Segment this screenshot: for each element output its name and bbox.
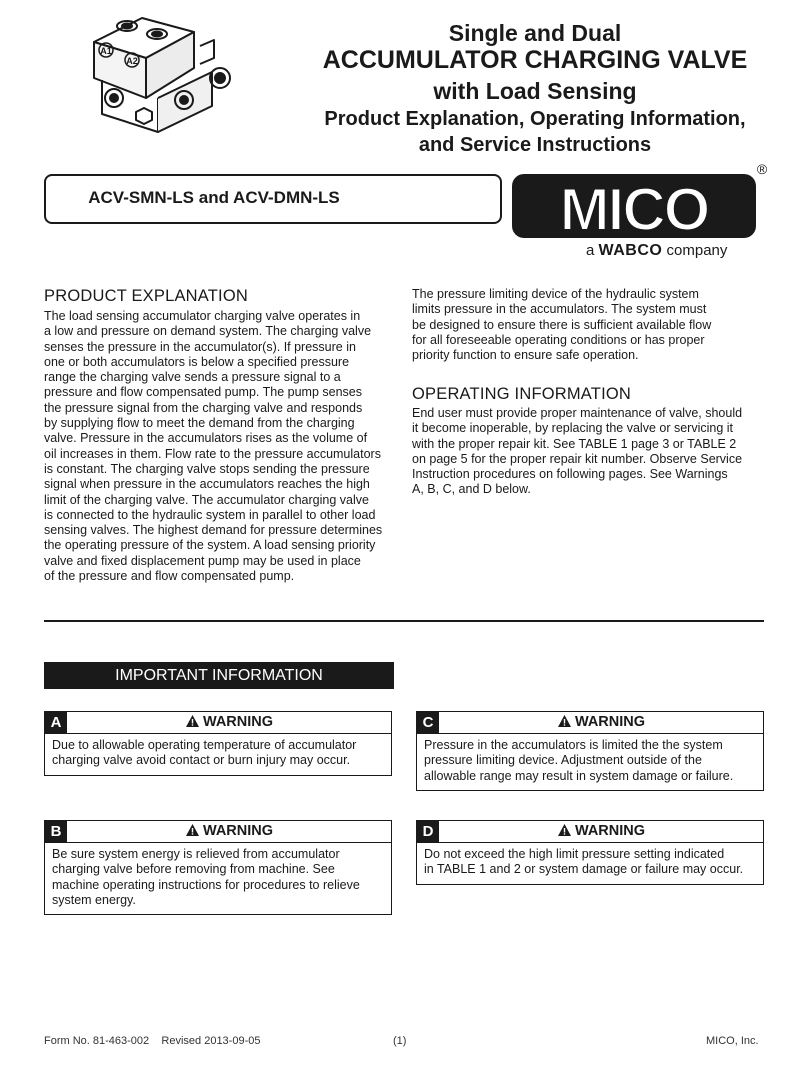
text-line: sensing valves. The highest demand for pressure determines — [44, 523, 383, 538]
warning-header — [417, 821, 763, 843]
warning-header — [45, 712, 391, 734]
warning-title — [439, 712, 763, 733]
form-number: Form No. 81-463-002 — [44, 1035, 150, 1047]
warning-box-c — [416, 711, 764, 791]
text-line: is constant. The charging valve stops sending the pressure — [44, 461, 370, 476]
text-line: of the pressure and flow compensated pump. — [44, 569, 295, 584]
text-line: on page 5 for the proper repair kit number. Observe Service — [412, 451, 743, 466]
tagline-prefix: a — [586, 242, 595, 259]
warning-letter: D — [417, 821, 439, 842]
text-line: senses the pressure in the accumulator(s). If pressure in — [44, 339, 356, 354]
title-line-1: Single and Dual — [448, 20, 622, 46]
important-information-banner: IMPORTANT INFORMATION — [44, 662, 394, 689]
mico-logo-text: MICO — [559, 176, 709, 242]
text-line: for all foreseeable operating conditions or has proper — [412, 332, 705, 347]
text-line: limit of the charging valve. The accumulator charging valve — [44, 492, 369, 507]
text-line: priority function to ensure safe operation. — [412, 348, 639, 363]
title-line-2: ACCUMULATOR CHARGING VALVE — [322, 46, 748, 74]
registered-mark: ® — [756, 162, 768, 177]
text-line: The load sensing accumulator charging valve operates in — [44, 309, 361, 323]
text-line: be designed to ensure there is sufficient available flow — [412, 317, 712, 332]
text-line: charging valve before removing from machine. See — [52, 862, 335, 877]
text-line: it become inoperable, by replacing the valve or servicing it — [412, 421, 734, 436]
footer-company: MICO, Inc. — [706, 1035, 759, 1047]
warning-triangle-icon — [557, 714, 572, 728]
text-line: allowable range may result in system damage or failure. — [424, 768, 734, 783]
warning-title-text: WARNING — [202, 823, 274, 839]
wabco-brand: WABCO — [598, 242, 663, 259]
text-line: with the proper repair kit. See TABLE 1 page 3 or TABLE 2 — [412, 436, 737, 451]
text-line: one or both accumulators is below a specified pressure — [44, 354, 350, 369]
text-line: range the charging valve sends a pressure signal to a — [44, 370, 341, 385]
text-line: pressure and flow compensated pump. The pump senses — [44, 385, 363, 400]
warning-box-a — [44, 711, 392, 776]
pressure-limiting-body — [412, 287, 768, 363]
mico-logo — [508, 162, 770, 242]
text-line: signal when pressure in the accumulators reaches the high — [44, 477, 370, 492]
section-divider — [44, 620, 764, 622]
title-line-5: and Service Instructions — [418, 134, 652, 156]
warning-body — [45, 734, 391, 775]
text-line: the operating pressure of the system. A load sensing priority — [44, 538, 376, 553]
warning-box-d — [416, 820, 764, 885]
warning-body — [417, 843, 763, 884]
text-line: End user must provide proper maintenance of valve, should — [412, 406, 743, 420]
text-line: a low and pressure on demand system. The charging valve — [44, 324, 372, 339]
warning-header — [45, 821, 391, 843]
model-numbers: ACV-SMN-LS and ACV-DMN-LS — [88, 188, 340, 207]
warning-header — [417, 712, 763, 734]
text-line: Do not exceed the high limit pressure setting indicated — [424, 847, 725, 861]
valve-illustration — [72, 10, 242, 135]
footer-form-number — [44, 1035, 260, 1047]
warning-triangle-icon — [185, 823, 200, 837]
text-line: oil increases in them. Flow rate to the pressure accumulators — [44, 446, 381, 461]
operating-information-heading: OPERATING INFORMATION — [412, 385, 632, 403]
warning-body — [417, 734, 763, 790]
port-label-a1: A1 — [100, 46, 112, 56]
warning-body — [45, 843, 391, 914]
text-line: valve and fixed displacement pump may be used in place — [44, 553, 361, 568]
text-line: The pressure limiting device of the hydraulic system — [412, 287, 699, 301]
text-line: the pressure signal from the charging valve and responds — [44, 400, 363, 415]
text-line: by supplying flow to meet the demand from the charging — [44, 416, 355, 431]
text-line: limits pressure in the accumulators. The system must — [412, 302, 707, 317]
text-line: charging valve avoid contact or burn injury may occur. — [52, 753, 351, 768]
text-line: A, B, C, and D below. — [412, 482, 531, 497]
warning-triangle-icon — [557, 823, 572, 837]
title-line-4: Product Explanation, Operating Information, — [324, 108, 746, 130]
wabco-tagline — [586, 242, 727, 260]
revised-date: Revised 2013-09-05 — [161, 1035, 261, 1047]
text-line: system energy. — [52, 892, 136, 907]
text-line: Pressure in the accumulators is limited the the system — [424, 738, 723, 752]
warning-title — [67, 712, 391, 733]
text-line: Instruction procedures on following pages. See Warnings — [412, 467, 728, 482]
page-number: (1) — [393, 1035, 407, 1047]
title-line-3: with Load Sensing — [433, 78, 637, 104]
product-explanation-heading: PRODUCT EXPLANATION — [44, 287, 248, 305]
text-line: in TABLE 1 and 2 or system damage or failure may occur. — [424, 862, 744, 877]
operating-information-body — [412, 406, 768, 498]
warning-title — [67, 821, 391, 842]
warning-title — [439, 821, 763, 842]
text-line: pressure limiting device. Adjustment outside of the — [424, 753, 702, 768]
warning-title-text: WARNING — [574, 714, 646, 730]
text-line: Be sure system energy is relieved from accumulator — [52, 847, 340, 861]
product-explanation-body — [44, 309, 396, 584]
warning-title-text: WARNING — [202, 714, 274, 730]
warning-letter: A — [45, 712, 67, 733]
port-label-a2: A2 — [126, 56, 138, 66]
text-line: Due to allowable operating temperature of accumulator — [52, 738, 357, 752]
text-line: machine operating instructions for procedures to relieve — [52, 877, 360, 892]
tagline-suffix: company — [666, 242, 728, 259]
text-line: is connected to the hydraulic system in parallel to other load — [44, 507, 376, 522]
warning-letter: B — [45, 821, 67, 842]
warning-box-b — [44, 820, 392, 915]
warning-letter: C — [417, 712, 439, 733]
warning-triangle-icon — [185, 714, 200, 728]
warning-title-text: WARNING — [574, 823, 646, 839]
text-line: valve. Pressure in the accumulators rises as the volume of — [44, 431, 368, 446]
